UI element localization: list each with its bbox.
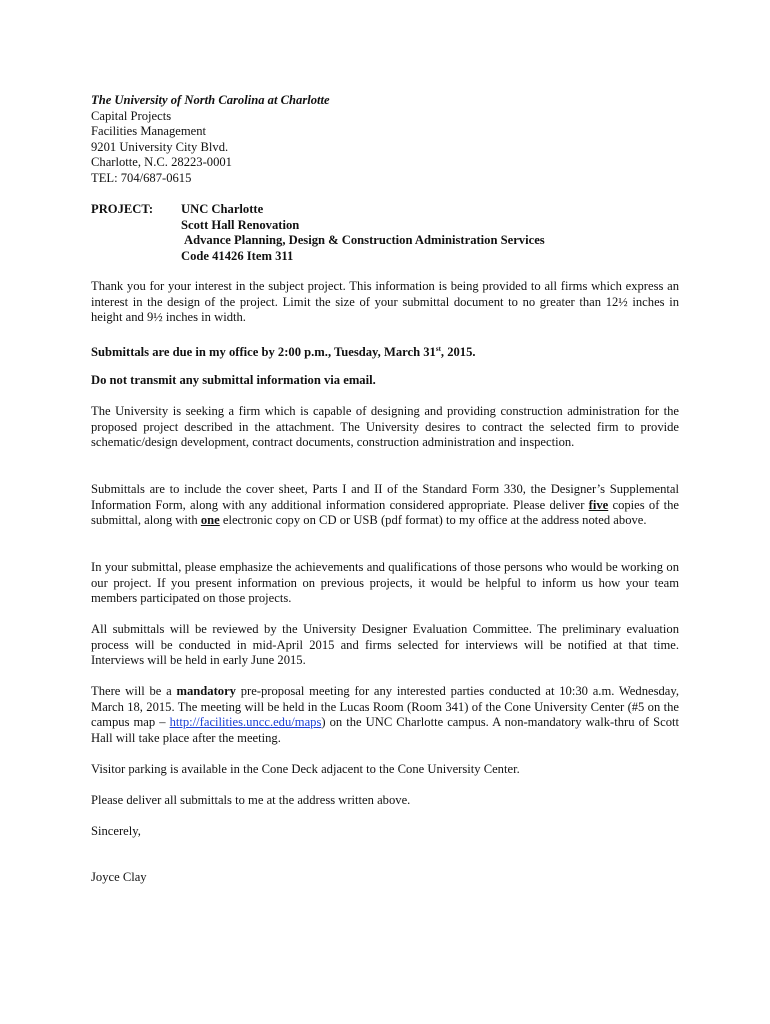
submittals-paragraph — [91, 482, 679, 529]
submittals-text-3: electronic copy on CD or USB (pdf format) to my office at the address noted above. — [219, 513, 647, 528]
project-institution: UNC Charlotte — [181, 202, 264, 216]
due-date-notice — [91, 342, 679, 361]
closing: Sincerely, — [91, 824, 141, 838]
meeting-text-3: ) on the UNC Charlotte campus. A non-mandatory walk-thru of Scott Hall will take place after the meeting. — [91, 715, 679, 745]
mandatory-emphasis: mandatory — [176, 684, 236, 698]
emphasize-paragraph: In your submittal, please emphasize the achievements and qualifications of those persons who would be working on our project. If you present information on previous projects, it would be helpful to inform us how your team members participated on those projects. — [91, 560, 679, 606]
city-address: Charlotte, N.C. 28223-0001 — [91, 155, 232, 170]
meeting-text-1: There will be a — [91, 684, 177, 698]
telephone: TEL: 704/687-0615 — [91, 170, 192, 185]
meeting-text-2: pre-proposal meeting for any interested parties conducted at 10:30 a.m. Wednesday, March 18, 2015. The meeting will be held in the Lucas Room (Room 341) of the Cone University Center (#5 on the campus map – — [91, 684, 679, 730]
review-paragraph: All submittals will be reviewed by the University Designer Evaluation Committee. The preliminary evaluation process will be conducted in mid-April 2015 and firms selected for interviews will be notified at that time. Interviews will be held in early June 2015. — [91, 622, 679, 668]
due-date-year: , 2015. — [440, 345, 476, 359]
division-name: Facilities Management — [91, 124, 207, 139]
project-services: Advance Planning, Design & Construction Administration Services — [184, 233, 545, 248]
campus-map-link[interactable]: http://facilities.uncc.edu/maps — [169, 715, 322, 730]
project-label: PROJECT: — [91, 202, 154, 216]
department-name: Capital Projects — [91, 108, 172, 123]
seeking-paragraph: The University is seeking a firm which is capable of designing and providing construction administration for the proposed project described in the attachment. The University desires to contract the selected firm to provide schematic/design development, contract documents, construction administration and inspection. — [91, 404, 679, 450]
project-building: Scott Hall Renovation — [181, 217, 300, 232]
intro-paragraph: Thank you for your interest in the subject project. This information is being provided to all firms which express an interest in the design of the project. Limit the size of your submittal document to no greater than 12½ inches in height and 9½ inches in width. — [91, 279, 679, 325]
signature-name: Joyce Clay — [91, 870, 147, 884]
submittals-text-1: Submittals are to include the cover sheet, Parts I and II of the Standard Form 330, the Designer’s Supplemental Information Form, along with any additional information considered appropriate. Please deliver — [91, 482, 679, 512]
deliver-paragraph: Please deliver all submittals to me at the address written above. — [91, 793, 411, 807]
meeting-paragraph — [91, 684, 679, 746]
project-code: Code 41426 Item 311 — [181, 248, 294, 263]
project-details — [181, 202, 545, 264]
due-date-ordinal: st — [435, 345, 441, 353]
five-copies-emphasis: five — [588, 497, 609, 512]
submittals-text-2: copies of the submittal, along with — [91, 497, 680, 528]
one-copy-emphasis: one — [200, 513, 220, 528]
due-date-text: Submittals are due in my office by 2:00 p.m., Tuesday, March 31 — [91, 345, 436, 359]
institution-name: The University of North Carolina at Charlotte — [91, 93, 330, 107]
no-email-notice: Do not transmit any submittal information via email. — [91, 373, 376, 387]
parking-paragraph: Visitor parking is available in the Cone Deck adjacent to the Cone University Center. — [91, 762, 520, 776]
street-address: 9201 University City Blvd. — [91, 139, 229, 154]
letterhead — [91, 93, 679, 187]
